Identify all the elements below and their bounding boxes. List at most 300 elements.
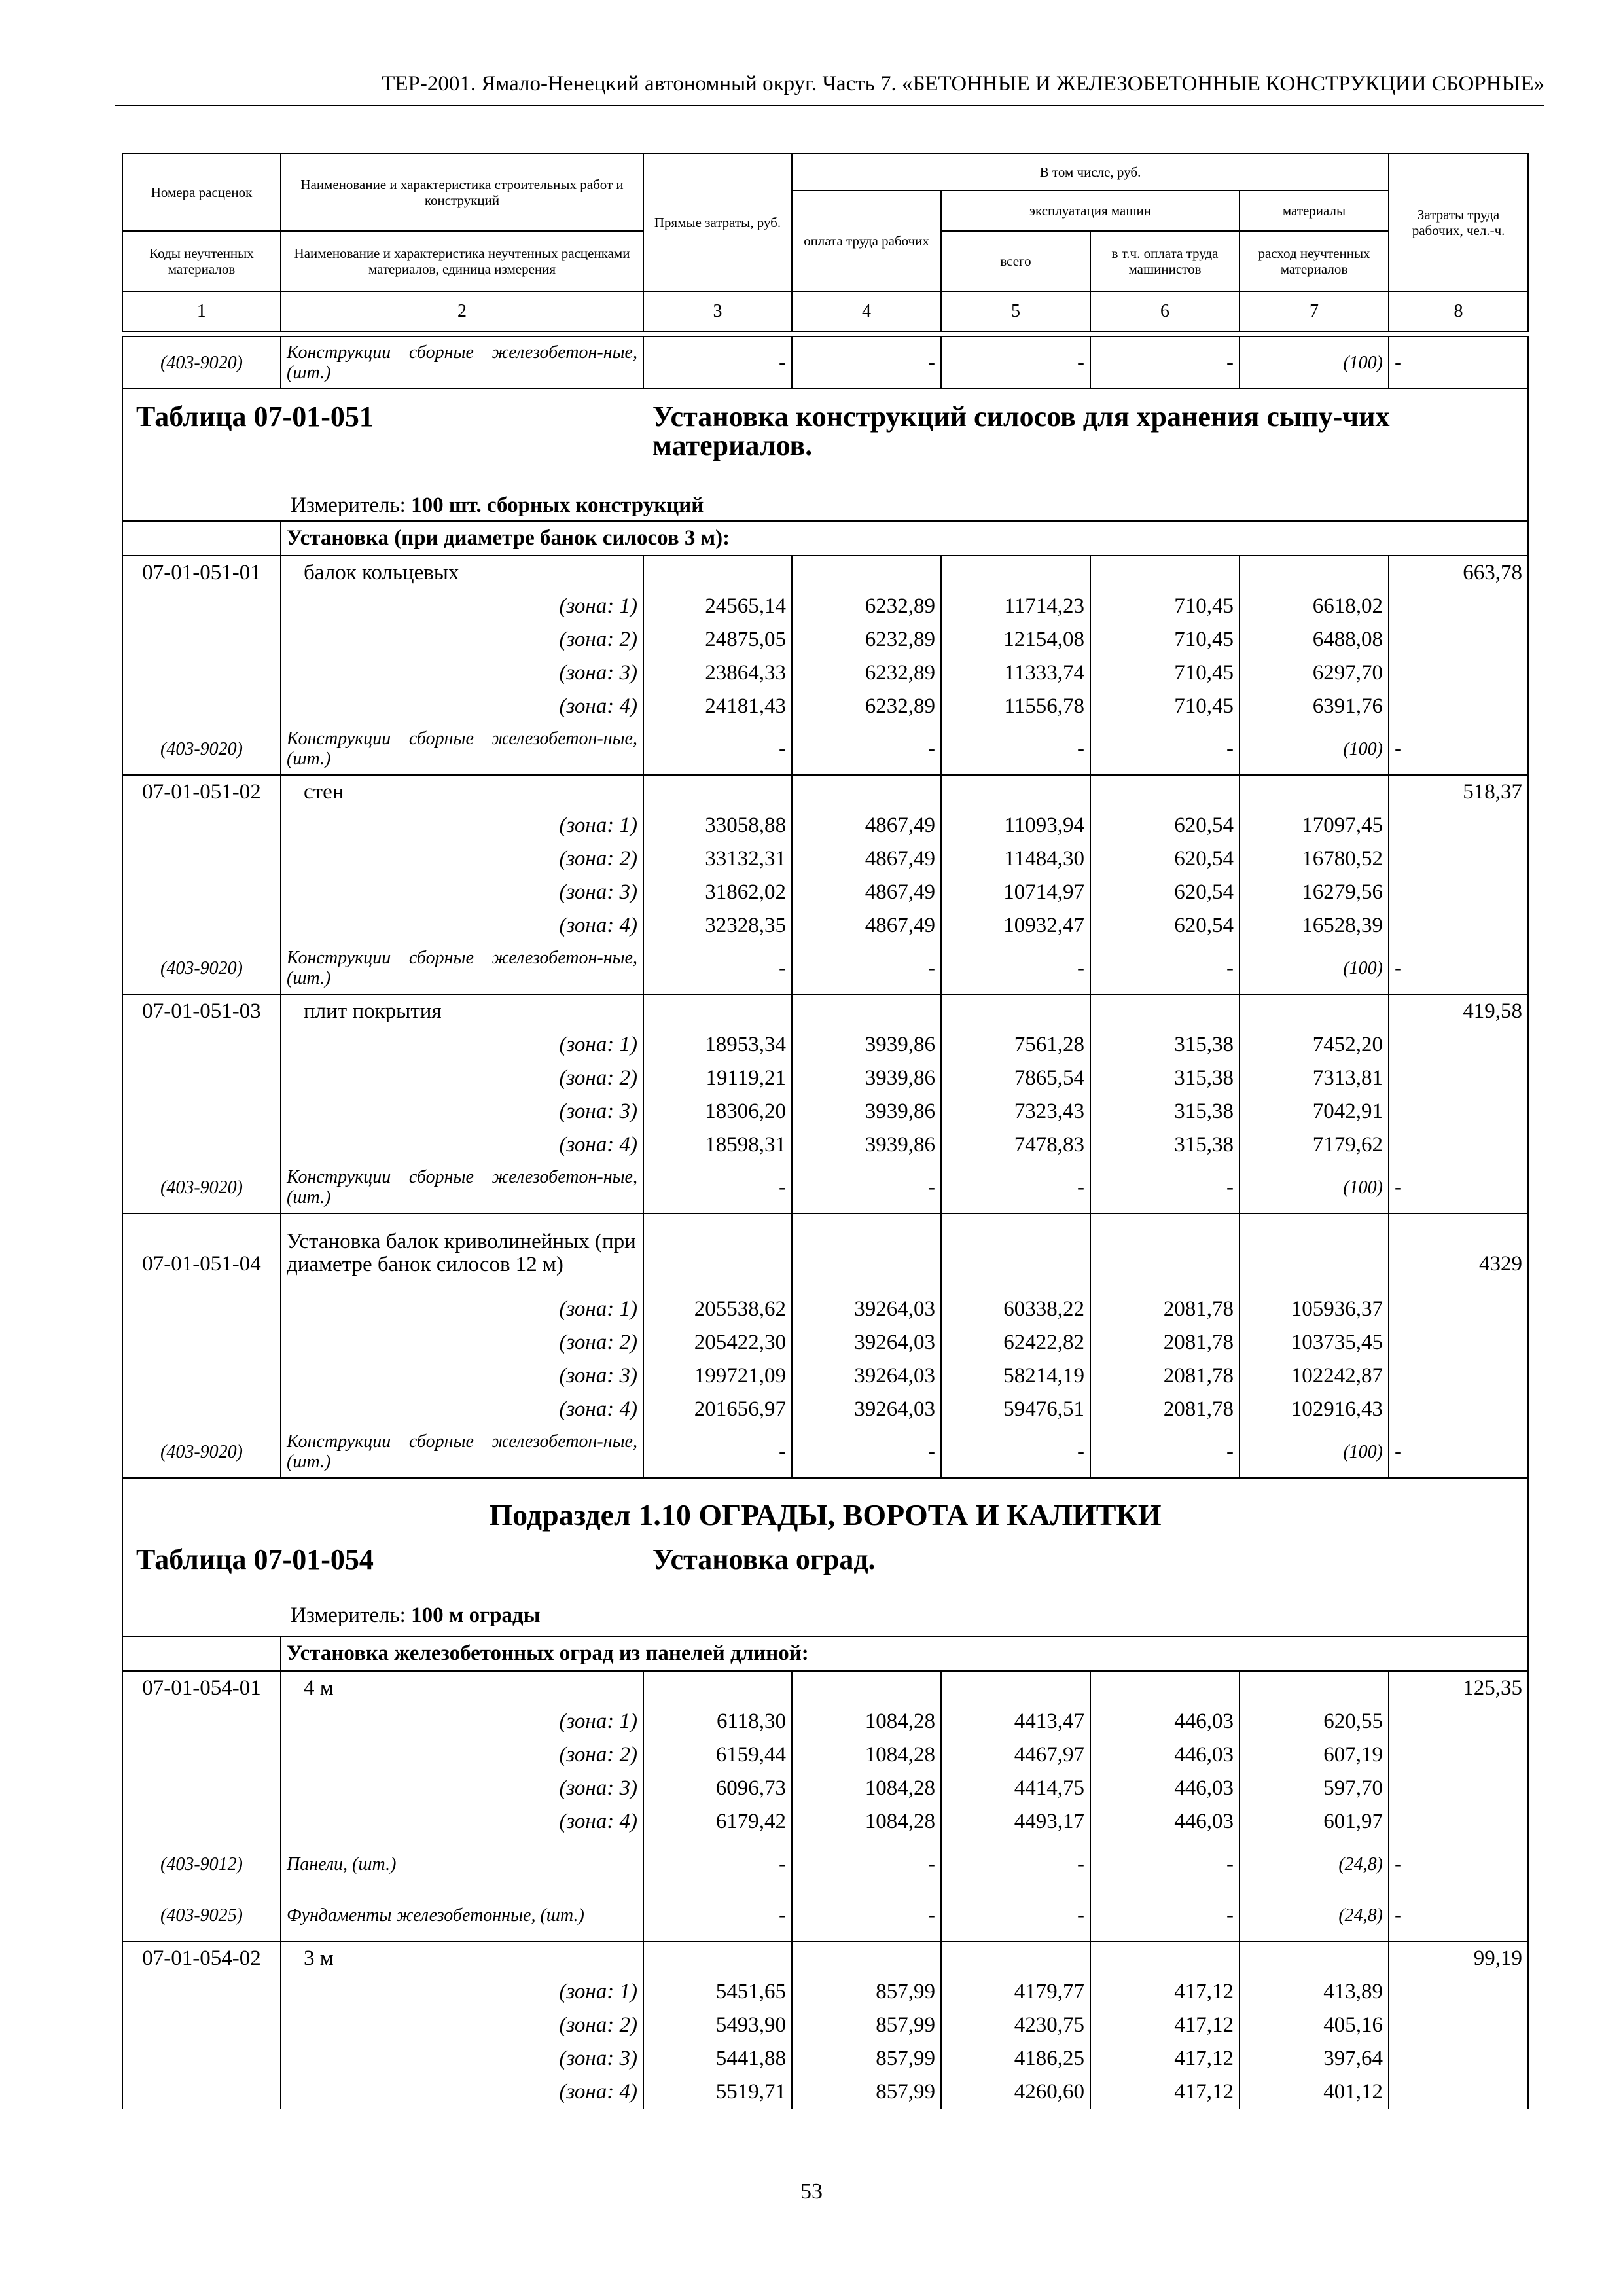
table-name: Установка конструкций силосов для хранения сыпу-чих материалов. <box>652 401 1390 461</box>
zone-row <box>122 1359 1528 1393</box>
labor-cost: 419,58 <box>1389 994 1528 1028</box>
dash-cell: - <box>1090 336 1240 389</box>
zone-row <box>122 656 1528 690</box>
blank-cell <box>122 1128 281 1162</box>
value-cell: 607,19 <box>1240 1738 1389 1772</box>
price-code: 07-01-054-01 <box>122 1671 281 1705</box>
price-row <box>122 994 1528 1028</box>
value-cell: 315,38 <box>1090 1128 1240 1162</box>
zone-label: (зона: 2) <box>281 1326 643 1359</box>
material-qty: (100) <box>1240 1162 1389 1213</box>
value-cell: 4414,75 <box>941 1772 1090 1805</box>
zone-label: (зона: 4) <box>281 2075 643 2109</box>
dash-cell: - <box>792 336 941 389</box>
blank-cell <box>1389 590 1528 623</box>
dash-cell: - <box>1090 942 1240 994</box>
value-cell: 7452,20 <box>1240 1028 1389 1062</box>
col-num: 7 <box>1240 291 1389 332</box>
blank-cell <box>1240 994 1389 1028</box>
blank-cell <box>122 1975 281 2009</box>
value-cell: 7042,91 <box>1240 1095 1389 1128</box>
full-cell <box>122 389 1528 521</box>
zone-row <box>122 1326 1528 1359</box>
dash-cell: - <box>1389 1162 1528 1213</box>
value-cell: 5519,71 <box>643 2075 792 2109</box>
labor-cost: 663,78 <box>1389 556 1528 590</box>
value-cell: 39264,03 <box>792 1393 941 1426</box>
value-cell: 6232,89 <box>792 656 941 690</box>
header-col8: Затраты труда рабочих, чел.-ч. <box>1389 154 1528 291</box>
zone-row <box>122 876 1528 909</box>
material-code: (403-9020) <box>122 1426 281 1478</box>
header-materials: материалы <box>1240 190 1389 231</box>
value-cell: 4467,97 <box>941 1738 1090 1772</box>
blank-cell <box>122 909 281 942</box>
value-cell: 16528,39 <box>1240 909 1389 942</box>
header-col6: в т.ч. оплата труда машинистов <box>1090 231 1240 291</box>
blank-cell <box>122 1028 281 1062</box>
blank-cell <box>1090 556 1240 590</box>
value-cell: 2081,78 <box>1090 1293 1240 1326</box>
zone-label: (зона: 2) <box>281 1738 643 1772</box>
blank-cell <box>122 1738 281 1772</box>
value-cell: 446,03 <box>1090 1738 1240 1772</box>
value-cell: 4260,60 <box>941 2075 1090 2109</box>
value-cell: 710,45 <box>1090 656 1240 690</box>
blank-cell <box>1389 690 1528 723</box>
value-cell: 3939,86 <box>792 1028 941 1062</box>
blank-cell <box>122 623 281 656</box>
value-cell: 315,38 <box>1090 1095 1240 1128</box>
dash-cell: - <box>643 336 792 389</box>
blank-cell <box>1389 1028 1528 1062</box>
blank-cell <box>1240 1213 1389 1293</box>
value-cell: 205422,30 <box>643 1326 792 1359</box>
zone-row <box>122 809 1528 842</box>
material-qty: (100) <box>1240 336 1389 389</box>
value-cell: 6232,89 <box>792 690 941 723</box>
zone-row <box>122 1293 1528 1326</box>
value-cell: 710,45 <box>1090 690 1240 723</box>
value-cell: 1084,28 <box>792 1738 941 1772</box>
blank-cell <box>1240 1671 1389 1705</box>
running-head: ТЕР-2001. Ямало-Ненецкий автономный округ. Часть 7. «БЕТОННЫЕ И ЖЕЛЕЗОБЕТОННЫЕ КОНСТРУКЦИИ СБОРНЫЕ» <box>382 72 1544 96</box>
zone-label: (зона: 2) <box>281 2009 643 2042</box>
dash-cell: - <box>1090 723 1240 775</box>
zone-row <box>122 1805 1528 1839</box>
value-cell: 3939,86 <box>792 1128 941 1162</box>
zone-label: (зона: 4) <box>281 690 643 723</box>
material-row <box>122 336 1528 389</box>
header-col2-top: Наименование и характеристика строительных работ и конструкций <box>281 154 643 231</box>
header-col4: оплата труда рабочих <box>792 190 941 291</box>
zone-row <box>122 590 1528 623</box>
blank-cell <box>643 775 792 809</box>
price-code: 07-01-051-04 <box>122 1213 281 1293</box>
dash-cell: - <box>792 942 941 994</box>
measure-line <box>291 493 704 518</box>
material-code: (403-9020) <box>122 723 281 775</box>
value-cell: 417,12 <box>1090 2009 1240 2042</box>
material-name: Фундаменты железобетонные, (шт.) <box>281 1890 643 1941</box>
material-qty: (100) <box>1240 1426 1389 1478</box>
value-cell: 413,89 <box>1240 1975 1389 2009</box>
zone-row <box>122 1062 1528 1095</box>
subhead: Установка железобетонных оград из панелей длиной: <box>281 1636 1528 1671</box>
dash-cell: - <box>1090 1162 1240 1213</box>
value-cell: 11333,74 <box>941 656 1090 690</box>
value-cell: 199721,09 <box>643 1359 792 1393</box>
value-cell: 39264,03 <box>792 1293 941 1326</box>
dash-cell: - <box>1389 723 1528 775</box>
blank-cell <box>1240 775 1389 809</box>
value-cell: 7865,54 <box>941 1062 1090 1095</box>
value-cell: 1084,28 <box>792 1772 941 1805</box>
dash-cell: - <box>643 942 792 994</box>
material-row <box>122 723 1528 775</box>
value-cell: 33132,31 <box>643 842 792 876</box>
blank-cell <box>1389 2042 1528 2075</box>
zone-label: (зона: 1) <box>281 1975 643 2009</box>
value-cell: 11093,94 <box>941 809 1090 842</box>
value-cell: 397,64 <box>1240 2042 1389 2075</box>
blank-cell <box>941 994 1090 1028</box>
price-name: 3 м <box>281 1941 643 1975</box>
value-cell: 3939,86 <box>792 1062 941 1095</box>
price-name: плит покрытия <box>281 994 643 1028</box>
material-qty: (24,8) <box>1240 1890 1389 1941</box>
value-cell: 4493,17 <box>941 1805 1090 1839</box>
full-row <box>122 389 1528 521</box>
value-cell: 7179,62 <box>1240 1128 1389 1162</box>
dash-cell: - <box>941 1890 1090 1941</box>
value-cell: 4867,49 <box>792 842 941 876</box>
dash-cell: - <box>643 1890 792 1941</box>
blank-cell <box>122 1636 281 1671</box>
blank-cell <box>1389 1359 1528 1393</box>
material-row <box>122 942 1528 994</box>
blank-cell <box>1389 1805 1528 1839</box>
value-cell: 33058,88 <box>643 809 792 842</box>
col-num: 5 <box>941 291 1090 332</box>
blank-cell <box>792 1213 941 1293</box>
value-cell: 6618,02 <box>1240 590 1389 623</box>
material-code: (403-9012) <box>122 1839 281 1890</box>
col-num: 6 <box>1090 291 1240 332</box>
value-cell: 315,38 <box>1090 1028 1240 1062</box>
col-num: 3 <box>643 291 792 332</box>
blank-cell <box>122 690 281 723</box>
dash-cell: - <box>643 1426 792 1478</box>
value-cell: 10714,97 <box>941 876 1090 909</box>
value-cell: 39264,03 <box>792 1326 941 1359</box>
labor-cost: 125,35 <box>1389 1671 1528 1705</box>
blank-cell <box>1389 1128 1528 1162</box>
value-cell: 59476,51 <box>941 1393 1090 1426</box>
zone-label: (зона: 1) <box>281 809 643 842</box>
zone-row <box>122 1738 1528 1772</box>
zone-label: (зона: 2) <box>281 1062 643 1095</box>
material-code: (403-9020) <box>122 1162 281 1213</box>
blank-cell <box>122 1705 281 1738</box>
measure-label: Измеритель: <box>291 493 406 517</box>
material-qty: (24,8) <box>1240 1839 1389 1890</box>
value-cell: 315,38 <box>1090 1062 1240 1095</box>
value-cell: 401,12 <box>1240 2075 1389 2109</box>
zone-row <box>122 2075 1528 2109</box>
value-cell: 6179,42 <box>643 1805 792 1839</box>
table-title: Таблица 07-01-054 <box>136 1543 374 1575</box>
value-cell: 417,12 <box>1090 2075 1240 2109</box>
value-cell: 4230,75 <box>941 2009 1090 2042</box>
blank-cell <box>1389 1975 1528 2009</box>
blank-cell <box>122 1293 281 1326</box>
measure-line <box>291 1604 540 1628</box>
value-cell: 7478,83 <box>941 1128 1090 1162</box>
header-col7: расход неучтенных материалов <box>1240 231 1389 291</box>
dash-cell: - <box>1090 1426 1240 1478</box>
price-row <box>122 1213 1528 1293</box>
zone-label: (зона: 4) <box>281 1805 643 1839</box>
value-cell: 857,99 <box>792 2042 941 2075</box>
price-code: 07-01-054-02 <box>122 1941 281 1975</box>
header-incl: В том числе, руб. <box>792 154 1389 190</box>
value-cell: 6118,30 <box>643 1705 792 1738</box>
value-cell: 205538,62 <box>643 1293 792 1326</box>
zone-row <box>122 909 1528 942</box>
value-cell: 620,54 <box>1090 842 1240 876</box>
blank-cell <box>643 1941 792 1975</box>
price-name: балок кольцевых <box>281 556 643 590</box>
dash-cell: - <box>1090 1890 1240 1941</box>
value-cell: 620,54 <box>1090 809 1240 842</box>
value-cell: 5451,65 <box>643 1975 792 2009</box>
material-row <box>122 1426 1528 1478</box>
value-cell: 3939,86 <box>792 1095 941 1128</box>
value-cell: 7313,81 <box>1240 1062 1389 1095</box>
zone-row <box>122 1705 1528 1738</box>
blank-cell <box>941 1941 1090 1975</box>
value-cell: 7561,28 <box>941 1028 1090 1062</box>
header-col3: Прямые затраты, руб. <box>643 154 792 291</box>
value-cell: 417,12 <box>1090 2042 1240 2075</box>
zone-row <box>122 1095 1528 1128</box>
value-cell: 18953,34 <box>643 1028 792 1062</box>
value-cell: 597,70 <box>1240 1772 1389 1805</box>
value-cell: 446,03 <box>1090 1705 1240 1738</box>
value-cell: 18306,20 <box>643 1095 792 1128</box>
blank-cell <box>941 556 1090 590</box>
value-cell: 12154,08 <box>941 623 1090 656</box>
dash-cell: - <box>1389 942 1528 994</box>
value-cell: 6159,44 <box>643 1738 792 1772</box>
blank-cell <box>792 775 941 809</box>
material-name: Конструкции сборные железобетон-ные, (шт.) <box>281 723 643 775</box>
price-row <box>122 556 1528 590</box>
blank-cell <box>1389 1326 1528 1359</box>
value-cell: 11484,30 <box>941 842 1090 876</box>
blank-cell <box>122 842 281 876</box>
zone-row <box>122 623 1528 656</box>
dash-cell: - <box>643 723 792 775</box>
blank-cell <box>1389 2009 1528 2042</box>
price-code: 07-01-051-03 <box>122 994 281 1028</box>
value-cell: 201656,97 <box>643 1393 792 1426</box>
header-col5: всего <box>941 231 1090 291</box>
subhead-row <box>122 521 1528 556</box>
blank-cell <box>122 2042 281 2075</box>
col-num: 2 <box>281 291 643 332</box>
dash-cell: - <box>1090 1839 1240 1890</box>
blank-cell <box>1389 1738 1528 1772</box>
value-cell: 2081,78 <box>1090 1393 1240 1426</box>
column-header-table <box>122 153 1529 332</box>
zone-label: (зона: 2) <box>281 842 643 876</box>
zone-row <box>122 2042 1528 2075</box>
value-cell: 2081,78 <box>1090 1326 1240 1359</box>
blank-cell <box>941 1671 1090 1705</box>
header-col2-bottom: Наименование и характеристика неучтенных расценками материалов, единица измерения <box>281 231 643 291</box>
value-cell: 17097,45 <box>1240 809 1389 842</box>
blank-cell <box>1240 556 1389 590</box>
blank-cell <box>1389 656 1528 690</box>
blank-cell <box>643 1671 792 1705</box>
value-cell: 11556,78 <box>941 690 1090 723</box>
value-cell: 1084,28 <box>792 1805 941 1839</box>
blank-cell <box>1389 2075 1528 2109</box>
zone-label: (зона: 3) <box>281 876 643 909</box>
blank-cell <box>1090 994 1240 1028</box>
value-cell: 11714,23 <box>941 590 1090 623</box>
dash-cell: - <box>1389 1890 1528 1941</box>
price-name: 4 м <box>281 1671 643 1705</box>
value-cell: 601,97 <box>1240 1805 1389 1839</box>
value-cell: 446,03 <box>1090 1772 1240 1805</box>
dash-cell: - <box>792 1890 941 1941</box>
blank-cell <box>1090 1941 1240 1975</box>
blank-cell <box>122 2009 281 2042</box>
value-cell: 24875,05 <box>643 623 792 656</box>
dash-cell: - <box>941 336 1090 389</box>
dash-cell: - <box>941 1426 1090 1478</box>
dash-cell: - <box>1389 336 1528 389</box>
value-cell: 4413,47 <box>941 1705 1090 1738</box>
price-row <box>122 775 1528 809</box>
value-cell: 6297,70 <box>1240 656 1389 690</box>
zone-label: (зона: 1) <box>281 1705 643 1738</box>
blank-cell <box>1389 1095 1528 1128</box>
dash-cell: - <box>941 1162 1090 1213</box>
blank-cell <box>1090 775 1240 809</box>
value-cell: 32328,35 <box>643 909 792 942</box>
blank-cell <box>122 590 281 623</box>
table-name: Установка оград. <box>652 1543 876 1575</box>
value-cell: 5493,90 <box>643 2009 792 2042</box>
value-cell: 4867,49 <box>792 809 941 842</box>
header-col1-bottom: Коды неучтенных материалов <box>122 231 281 291</box>
zone-label: (зона: 1) <box>281 1028 643 1062</box>
blank-cell <box>1389 1772 1528 1805</box>
header-rule <box>115 105 1544 106</box>
value-cell: 103735,45 <box>1240 1326 1389 1359</box>
value-cell: 62422,82 <box>941 1326 1090 1359</box>
dash-cell: - <box>941 1839 1090 1890</box>
value-cell: 102242,87 <box>1240 1359 1389 1393</box>
blank-cell <box>1389 1705 1528 1738</box>
table-title: Таблица 07-01-051 <box>136 401 374 433</box>
zone-row <box>122 1393 1528 1426</box>
blank-cell <box>122 2075 281 2109</box>
zone-label: (зона: 4) <box>281 1128 643 1162</box>
measure-value: 100 м ограды <box>411 1603 541 1627</box>
blank-cell <box>643 994 792 1028</box>
zone-label: (зона: 4) <box>281 909 643 942</box>
labor-cost: 518,37 <box>1389 775 1528 809</box>
value-cell: 7323,43 <box>941 1095 1090 1128</box>
blank-cell <box>1090 1671 1240 1705</box>
dash-cell: - <box>643 1162 792 1213</box>
value-cell: 4867,49 <box>792 876 941 909</box>
value-cell: 23864,33 <box>643 656 792 690</box>
zone-label: (зона: 1) <box>281 1293 643 1326</box>
value-cell: 102916,43 <box>1240 1393 1389 1426</box>
dash-cell: - <box>1389 1426 1528 1478</box>
blank-cell <box>1389 876 1528 909</box>
value-cell: 710,45 <box>1090 590 1240 623</box>
value-cell: 6232,89 <box>792 590 941 623</box>
value-cell: 16279,56 <box>1240 876 1389 909</box>
value-cell: 39264,03 <box>792 1359 941 1393</box>
zone-label: (зона: 1) <box>281 590 643 623</box>
zone-row <box>122 2009 1528 2042</box>
material-code: (403-9020) <box>122 942 281 994</box>
blank-cell <box>1389 1393 1528 1426</box>
zone-row <box>122 1772 1528 1805</box>
full-row <box>122 1478 1528 1636</box>
value-cell: 1084,28 <box>792 1705 941 1738</box>
blank-cell <box>1389 1293 1528 1326</box>
labor-cost: 99,19 <box>1389 1941 1528 1975</box>
material-qty: (100) <box>1240 723 1389 775</box>
value-cell: 6232,89 <box>792 623 941 656</box>
dash-cell: - <box>792 1839 941 1890</box>
material-row <box>122 1839 1528 1890</box>
header-col1-top: Номера расценок <box>122 154 281 231</box>
dash-cell: - <box>792 1426 941 1478</box>
blank-cell <box>792 994 941 1028</box>
value-cell: 710,45 <box>1090 623 1240 656</box>
subhead-row <box>122 1636 1528 1671</box>
measure-label: Измеритель: <box>291 1603 406 1627</box>
price-row <box>122 1671 1528 1705</box>
blank-cell <box>122 1062 281 1095</box>
blank-cell <box>941 775 1090 809</box>
blank-cell <box>643 556 792 590</box>
dash-cell: - <box>941 723 1090 775</box>
dash-cell: - <box>941 942 1090 994</box>
value-cell: 446,03 <box>1090 1805 1240 1839</box>
value-cell: 60338,22 <box>941 1293 1090 1326</box>
blank-cell <box>792 1671 941 1705</box>
dash-cell: - <box>792 723 941 775</box>
blank-cell <box>792 556 941 590</box>
zone-label: (зона: 4) <box>281 1393 643 1426</box>
zone-row <box>122 1975 1528 2009</box>
zone-row <box>122 1128 1528 1162</box>
subhead: Установка (при диаметре банок силосов 3 м): <box>281 521 1528 556</box>
price-name: стен <box>281 775 643 809</box>
blank-cell <box>122 521 281 556</box>
